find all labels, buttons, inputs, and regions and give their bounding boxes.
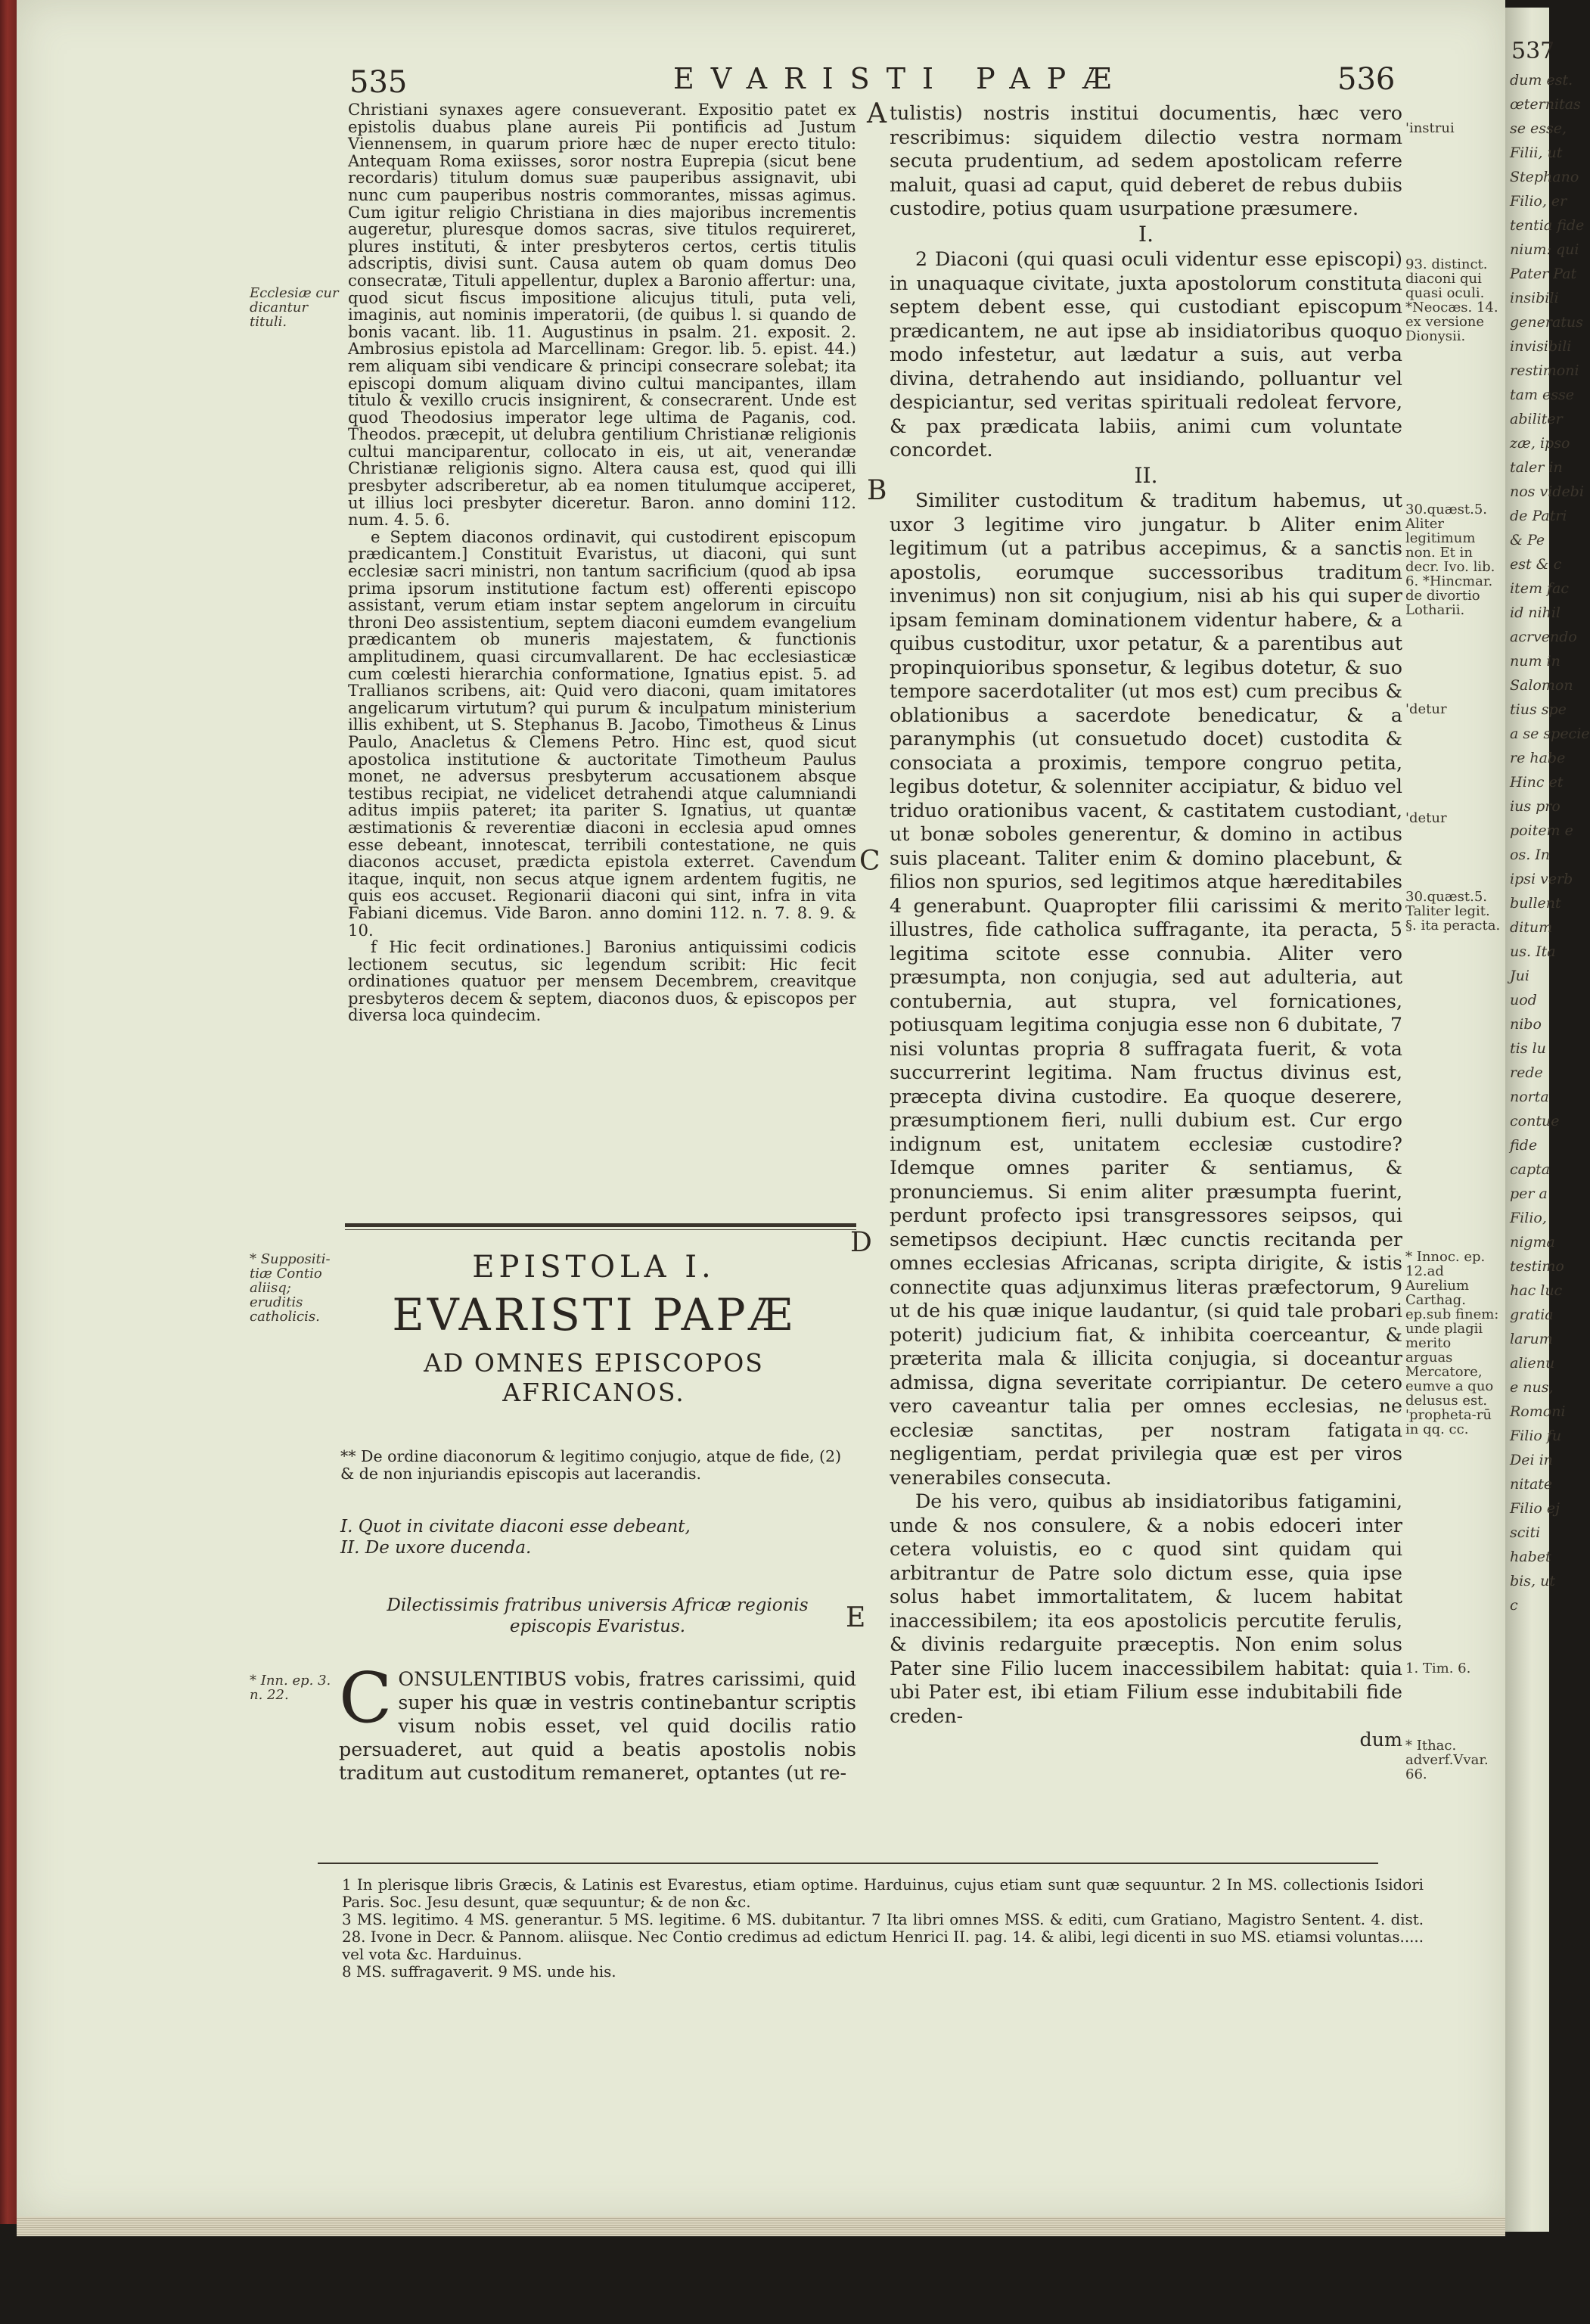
next-page-line: bullent — [1510, 895, 1561, 912]
next-page-line: habet — [1510, 1549, 1551, 1565]
epistle-title: EVARISTI PAPÆ — [392, 1289, 796, 1341]
next-page-line: Hinc et — [1510, 774, 1564, 791]
next-page-line: Filio fu — [1510, 1428, 1562, 1444]
epistle-opening-text: ONSULENTIBUS vobis, fratres carissimi, quid super his quæ in vestris continebantur scriptis visum nobis esset, vel quid docilis ratio persuaderet, aut quid a beatis apostolis nobis traditum aut custoditum remaneret, optantes (ut re- — [339, 1668, 856, 1784]
next-page-line: nitate — [1510, 1476, 1553, 1493]
right-margin-note: 93. distinct. diaconi qui quasi oculi. *Neocæs. 14. ex versione Dionysii. — [1405, 256, 1498, 344]
section-letter-b: B — [867, 475, 887, 506]
commentary-paragraph: f Hic fecit ordinationes.] Baronius antiquissimi codicis lectionem secutus, sic legendum scribit: Hic fecit ordinationes quatuor per mensem Decembrem, creavitque presbyteros decem & septem, diaconos duos, & episcopos per diversa loca quindecim. — [348, 937, 856, 1025]
right-margin-note: 1. Tim. 6. — [1405, 1661, 1471, 1676]
next-page-line: Filio ej — [1510, 1500, 1560, 1517]
next-page-line: Filio, er — [1510, 193, 1567, 210]
footnote-rule — [318, 1863, 1378, 1864]
next-page-line: Filii, ut — [1510, 144, 1563, 161]
next-page-line: Jui — [1510, 968, 1529, 984]
section-letter-e: E — [846, 1602, 866, 1633]
epistle-summary: ** De ordine diaconorum & legitimo conjugio, atque de fide, (2) & de non injuriandis episcopis aut lacerandis. — [340, 1447, 842, 1483]
epistle-paragraph: 2 Diaconi (qui quasi oculi videntur esse episcopi) in unaquaque civitate, juxta apostolorum constituta septem debent esse, qui custodiant episcopum prædicantem, ne aut ipse ab insidiatoribus quoquo modo infestetur, aut lædatur a suis, aut verba divina, detrahendo aut insidiando, polluantur vel despiciantur, sed veritas spirituali redoleat fervore, & pax prædicata labiis, animi cum voluntate concordet. — [890, 248, 1402, 461]
next-page-line: nos videbi — [1510, 483, 1584, 500]
next-page-line: larum — [1510, 1331, 1553, 1347]
next-page-line: dum est. — [1510, 72, 1573, 89]
next-page-line: generatus — [1510, 314, 1583, 331]
left-margin-note: * Inn. ep. 3. n. 22. — [250, 1673, 331, 1703]
next-page-line: de Patri — [1510, 508, 1567, 524]
next-page-line: ditum — [1510, 919, 1553, 936]
next-page-line: e nus, — [1510, 1379, 1554, 1396]
epistle-heading-block — [333, 1250, 855, 1407]
next-page-line: tam esse — [1510, 387, 1575, 403]
next-page-line: insibili — [1510, 290, 1559, 306]
section-divider-thin — [345, 1229, 856, 1230]
next-page-line: uod — [1510, 992, 1537, 1008]
right-margin-note: * Innoc. ep. 12.ad Aurelium Carthag. ep.sub finem: unde plagii merito arguas Mercatore, eumve a quo delusus est. 'propheta-rū in qq. cc. — [1405, 1249, 1499, 1437]
next-page-line: Salomon — [1510, 677, 1573, 694]
next-page-line: us. Ita — [1510, 943, 1556, 960]
epistle-dedication: Dilectissimis fratribus universis Africæ regionis episcopis Evaristus. — [387, 1595, 809, 1636]
next-page-line: gratia — [1510, 1306, 1554, 1323]
next-page-line: se esse, — [1510, 120, 1567, 137]
book-binding — [0, 0, 18, 2224]
catchword: dum — [1359, 1729, 1402, 1751]
contents-item: II. De uxore ducenda. — [340, 1538, 532, 1558]
next-page-line: c — [1510, 1597, 1518, 1614]
next-page-line: œternitas — [1510, 96, 1581, 113]
contents-item: I. Quot in civitate diaconi esse debeant, — [340, 1517, 691, 1536]
next-page-line: Romoni — [1510, 1403, 1566, 1420]
next-page-line: item fac — [1510, 580, 1570, 597]
right-margin-note: 'detur — [1405, 701, 1447, 717]
epistle-heading: EPISTOLA I. — [472, 1250, 716, 1285]
section-letter-a: A — [867, 98, 887, 129]
next-page-lines — [1510, 68, 1590, 1617]
left-margin-note: Ecclesiæ cur dicantur tituli. — [250, 285, 339, 330]
running-title: EVARISTI PAPÆ — [673, 62, 1129, 95]
next-page-line: taler in — [1510, 459, 1563, 476]
page-edges — [17, 2217, 1505, 2236]
next-page-line: os. In — [1510, 847, 1551, 863]
next-page-line: tis lu — [1510, 1040, 1546, 1057]
epistle-subtitle: AD OMNES EPISCOPOS AFRICANOS. — [424, 1348, 764, 1407]
epistle-paragraph: De his vero, quibus ab insidiatoribus fatigamini, unde & nos consulere, & a nobis edoceri inter cetera voluistis, eo c quod sint quidam qui arbitrantur de Patre solo dictum esse, quia ipse solus habet immortalitatem, & lucem habitat inaccessibilem; ita eos apostolicis percutite ferulis, & divinis redarguite præceptis. Non enim solus Pater sine Filio lucem inaccessibilem habitat: quia ubi Pater est, ibi etiam Filium esse indubitabili fide creden- — [890, 1490, 1402, 1727]
right-margin-note: 30.quæst.5. Taliter legit. §. ita peracta. — [1405, 889, 1501, 934]
next-page-line: nibo — [1510, 1016, 1542, 1033]
section-divider — [345, 1223, 856, 1227]
next-page-line: restimoni — [1510, 362, 1579, 379]
next-page-line: acrvendo — [1510, 629, 1577, 645]
left-margin-note: * Suppositi-tiæ Contio aliisq; eruditis catholicis. — [250, 1251, 331, 1325]
next-page-line: capta — [1510, 1161, 1551, 1178]
next-page-line: Dei in — [1510, 1452, 1553, 1468]
next-page-line: per a — [1510, 1185, 1548, 1202]
commentary-column — [348, 101, 856, 1024]
right-margin-note: 'detur — [1405, 810, 1447, 826]
commentary-paragraph: Christiani synaxes agere consueverant. Expositio patet ex epistolis duabus plane aureis Pii pontificis ad Justum Viennensem, in quarum priore hæc de nuper erecto titulo: Antequam Roma exiisses, soror nostra Euprepia (sicut bene recordaris) titulum domus suæ pauperibus assignavit, ubi nunc cum pauperibus nostris commorantes, missas agimus. Cum igitur religio Christiana in dies majoribus incrementis augeretur, pluresque domos sacras, sive titulos requireret, plures instituti, & inter presbyteros certos, certis titulis adscriptis, divisi sunt. Causa autem ob quam domus Deo consecratæ, Tituli appellentur, duplex a Baronio affertur: una, quod sicut fiscus impositione alicujus tituli, puta veli, imaginis, aut nominis imperatorii, (de quibus l. si quando de bonis vacant. lib. 11. Augustinus in psalm. 21. exposit. 2. Ambrosius epistola ad Marcellinam: Gregor. lib. 5. epist. 44.) rem aliquam sibi vendicare & principi consecrare solebat; ita episcopi domum aliquam divino cultui mancipantes, illam titulo & vexillo crucis insignirent, & consecrarent. Unde est quod Theodosius imperator lege ultima de Paganis, cod. Theodos. præcepit, ut delubra gentilium Christianæ religionis cultui manciparentur, collocato in eis, ut ait, venerandæ Christianæ religionis signo. Altera causa est, quod qui illi presbyter adscriberetur, ab ea nomen titulumque acciperet, ut illius loci presbyter diceretur. Baron. anno domini 112. num. 4. 5. 6. — [348, 100, 856, 530]
footnote: 3 MS. legitimo. 4 MS. generantur. 5 MS. legitime. 6 MS. dubitantur. 7 Ita libri omnes MSS. & editi, cum Gratiano, Magistro Sentent. 4. dist. 28. Ivone in Decr. & Pannom. aliisque. Nec Contio credimus ad edictum Henrici II. pag. 14. & alibi, legi dicenti in suo MS. etiamsi voluntas..... vel vota &c. Harduinus. — [342, 1911, 1424, 1963]
drop-capital: C — [339, 1658, 393, 1738]
next-page-line: est & c — [1510, 556, 1562, 573]
next-page-line: id nihil — [1510, 604, 1560, 621]
next-page-line: & Pe — [1510, 532, 1545, 548]
footnote: 1 In plerisque libris Græcis, & Latinis est Evarestus, etiam optime. Harduinus, cujus etiam sunt quæ sequuntur. 2 In MS. collectionis Isidori Paris. Soc. Jesu desunt, quæ sequuntur; & de non &c. — [342, 1876, 1424, 1911]
next-page-edge — [1505, 8, 1590, 2232]
next-page-line: num in — [1510, 653, 1560, 670]
next-page-line: ipsi verb — [1510, 871, 1573, 887]
right-margin-note: * Ithac. adverf.Vvar. 66. — [1405, 1738, 1489, 1782]
next-page-line: invisibili — [1510, 338, 1572, 355]
section-number: II. — [1134, 462, 1158, 488]
next-page-line: fide — [1510, 1137, 1538, 1154]
epistle-opening — [339, 1658, 856, 1785]
next-page-line: bis, ut — [1510, 1573, 1555, 1589]
footnote: 8 MS. suffragaverit. 9 MS. unde his. — [342, 1963, 616, 1981]
epistle-contents — [340, 1516, 855, 1558]
next-page-line: nium: qui — [1510, 241, 1579, 258]
next-page-line: Filio, — [1510, 1210, 1547, 1226]
section-letter-c: C — [859, 846, 880, 877]
next-page-line: Pater Pat — [1510, 266, 1577, 282]
next-page-line: Stephano — [1510, 169, 1579, 185]
next-page-line: alienu — [1510, 1355, 1555, 1372]
page-number-right: 536 — [1337, 62, 1396, 97]
next-page-line: abiliter — [1510, 411, 1563, 427]
next-page-line: testimo — [1510, 1258, 1564, 1275]
right-margin-note: 30.quæst.5. Aliter legitimum non. Et in decr. Ivo. lib. 6. *Hincmar. de divortio Lotharii. — [1405, 502, 1495, 618]
next-page-line: re habe — [1510, 750, 1566, 766]
next-page-line: norta — [1510, 1089, 1549, 1105]
next-page-line: zæ, ipso — [1510, 435, 1570, 452]
right-margin-note: 'instrui — [1405, 120, 1455, 136]
next-page-line: ius pro — [1510, 798, 1560, 815]
next-page-line: tentia fide — [1510, 217, 1585, 234]
page-number-left: 535 — [349, 65, 408, 100]
section-letter-d: D — [850, 1227, 872, 1258]
next-page-line: rede — [1510, 1064, 1543, 1081]
next-page-line: hac luc — [1510, 1282, 1563, 1299]
next-page-line: sciti — [1510, 1524, 1541, 1541]
commentary-paragraph: e Septem diaconos ordinavit, qui custodirent episcopum prædicantem.] Constituit Evaristus, ut diaconi, qui sunt ecclesiæ sacri ministri, non tantum sacrificium (quod ab ipsa prima ipsorum institutione factum est) offerenti episcopo assistant, verum etiam instar septem angelorum in circuitu throni Deo assistentium, septem diaconi eumdem evangelium prædicantem ob muneris majestatem, & functionis amplitudinem, quasi circumvallarent. De hac ecclesiasticæ cum cœlesti hierarchia conformatione, Ignatius epist. 5. ad Trallianos scribens, ait: Quid vero diaconi, quam imitatores angelicarum virtutum? qui purum & inculpatum ministerium illis exhibent, ut S. Stephanus B. Jacobo, Timotheus & Linus Paulo, Anacletus & Clemens Petro. Hinc est, quod sicut apostolica institutione & auctoritate Timotheum Paulus monet, ne adversus presbyterum accusationem absque testibus recipiat, ne videlicet detrahendi atque calumniandi aditus impiis pateret; ita pariter S. Ignatius, ut quantæ æstimationis & reverentiæ diaconi in ecclesia apud omnes esse debeant, innotescat, terribili contestatione, ne quis diaconos accuset, prædicta epistola exterret. Cavendum itaque, inquit, non secus atque ignem ardentem fugitis, ne quis eos accuset. Regionarii diaconi qui sint, infra in vita Fabiani dicemus. Vide Baron. anno domini 112. n. 7. 8. 9. & 10. — [348, 527, 856, 940]
epistle-paragraph: tulistis) nostris institui documentis, hæc vero rescribimus: siquidem dilectio vestra normam secuta prudentium, ad sedem apostolicam referre maluit, quasi ad caput, quid deberet de rebus dubiis custodire, potius quam usurpatione præsumere. — [890, 102, 1402, 219]
next-page-line: contue — [1510, 1113, 1560, 1129]
section-number: I. — [1138, 221, 1154, 247]
next-page-line: a se specie — [1510, 725, 1590, 742]
next-page-line: tius spe — [1510, 701, 1567, 718]
next-page-line: poitem e — [1510, 822, 1573, 839]
next-page-line: nigma — [1510, 1234, 1555, 1251]
epistle-text-column — [890, 101, 1402, 1752]
epistle-paragraph: Similiter custoditum & traditum habemus, ut uxor 3 legitime viro jungatur. b Aliter enim legitimum (ut a patribus accepimus, & a sanctis apostolis, eorumque successoribus traditum invenimus) non sit conjugium, nisi ab his qui super ipsam feminam dominationem videntur habere, & a quibus custoditur, uxor petatur, & a parentibus aut propinquioribus sponsetur, & legibus dotetur, & suo tempore sacerdotaliter (ut mos est) cum precibus & oblationibus a sacerdote benedicatur, & a paranymphis (ut consuetudo docet) custodita & consociata a proximis, tempore congruo petita, legibus dotetur, & solenniter accipiatur, & biduo vel triduo orationibus vacent, & castitatem custodiant, ut bonæ soboles generentur, & domino in actibus suis placeant. Taliter enim & domino placebunt, & filios non spurios, sed legitimos atque hæreditabiles 4 generabunt. Quapropter filii carissimi & merito illustres, fide catholica suffragante, ita peracta, 5 legitima scitote esse connubia. Aliter vero præsumpta, non conjugia, sed aut adulteria, aut contubernia, aut stupra, vel fornicationes, potiusquam legitima conjugia esse non 6 dubitate, 7 nisi voluntas propria 8 suffragata fuerit, & vota succurrerint legitima. Nam fructus divinus est, præcepta divina custodire. Ea quoque deserere, præsumptionem fieri, nulli dubium est. Cur ergo indignum est, unitatem ecclesiæ custodire? Idemque omnes pariter & sentiamus, & pronunciemus. Si enim aliter præsumpta fuerint, perdunt profecto ipsi transgressores seipsos, qui semetipsos decipiunt. Hæc cunctis recitanda per omnes ecclesias Africanas, scripta dirigite, & istis connectite quas adjunximus literas præfectorum, 9 ut de his quæ inique laudantur, (si quid tale probari poterit) judicium fiat, & inhibita coerceantur, & præterita mala & illicita conjugia, si doceantur admissa, digna severitate corripiantur. De cetero vero caveantur talia per omnes ecclesias, ne ecclesiæ sanctitas, per nostram fatigata negligentiam, perdat privilegia quæ est per viros venerabiles consecuta. — [890, 489, 1402, 1489]
next-page-number: 537 — [1511, 38, 1555, 64]
footnotes — [342, 1876, 1424, 1981]
